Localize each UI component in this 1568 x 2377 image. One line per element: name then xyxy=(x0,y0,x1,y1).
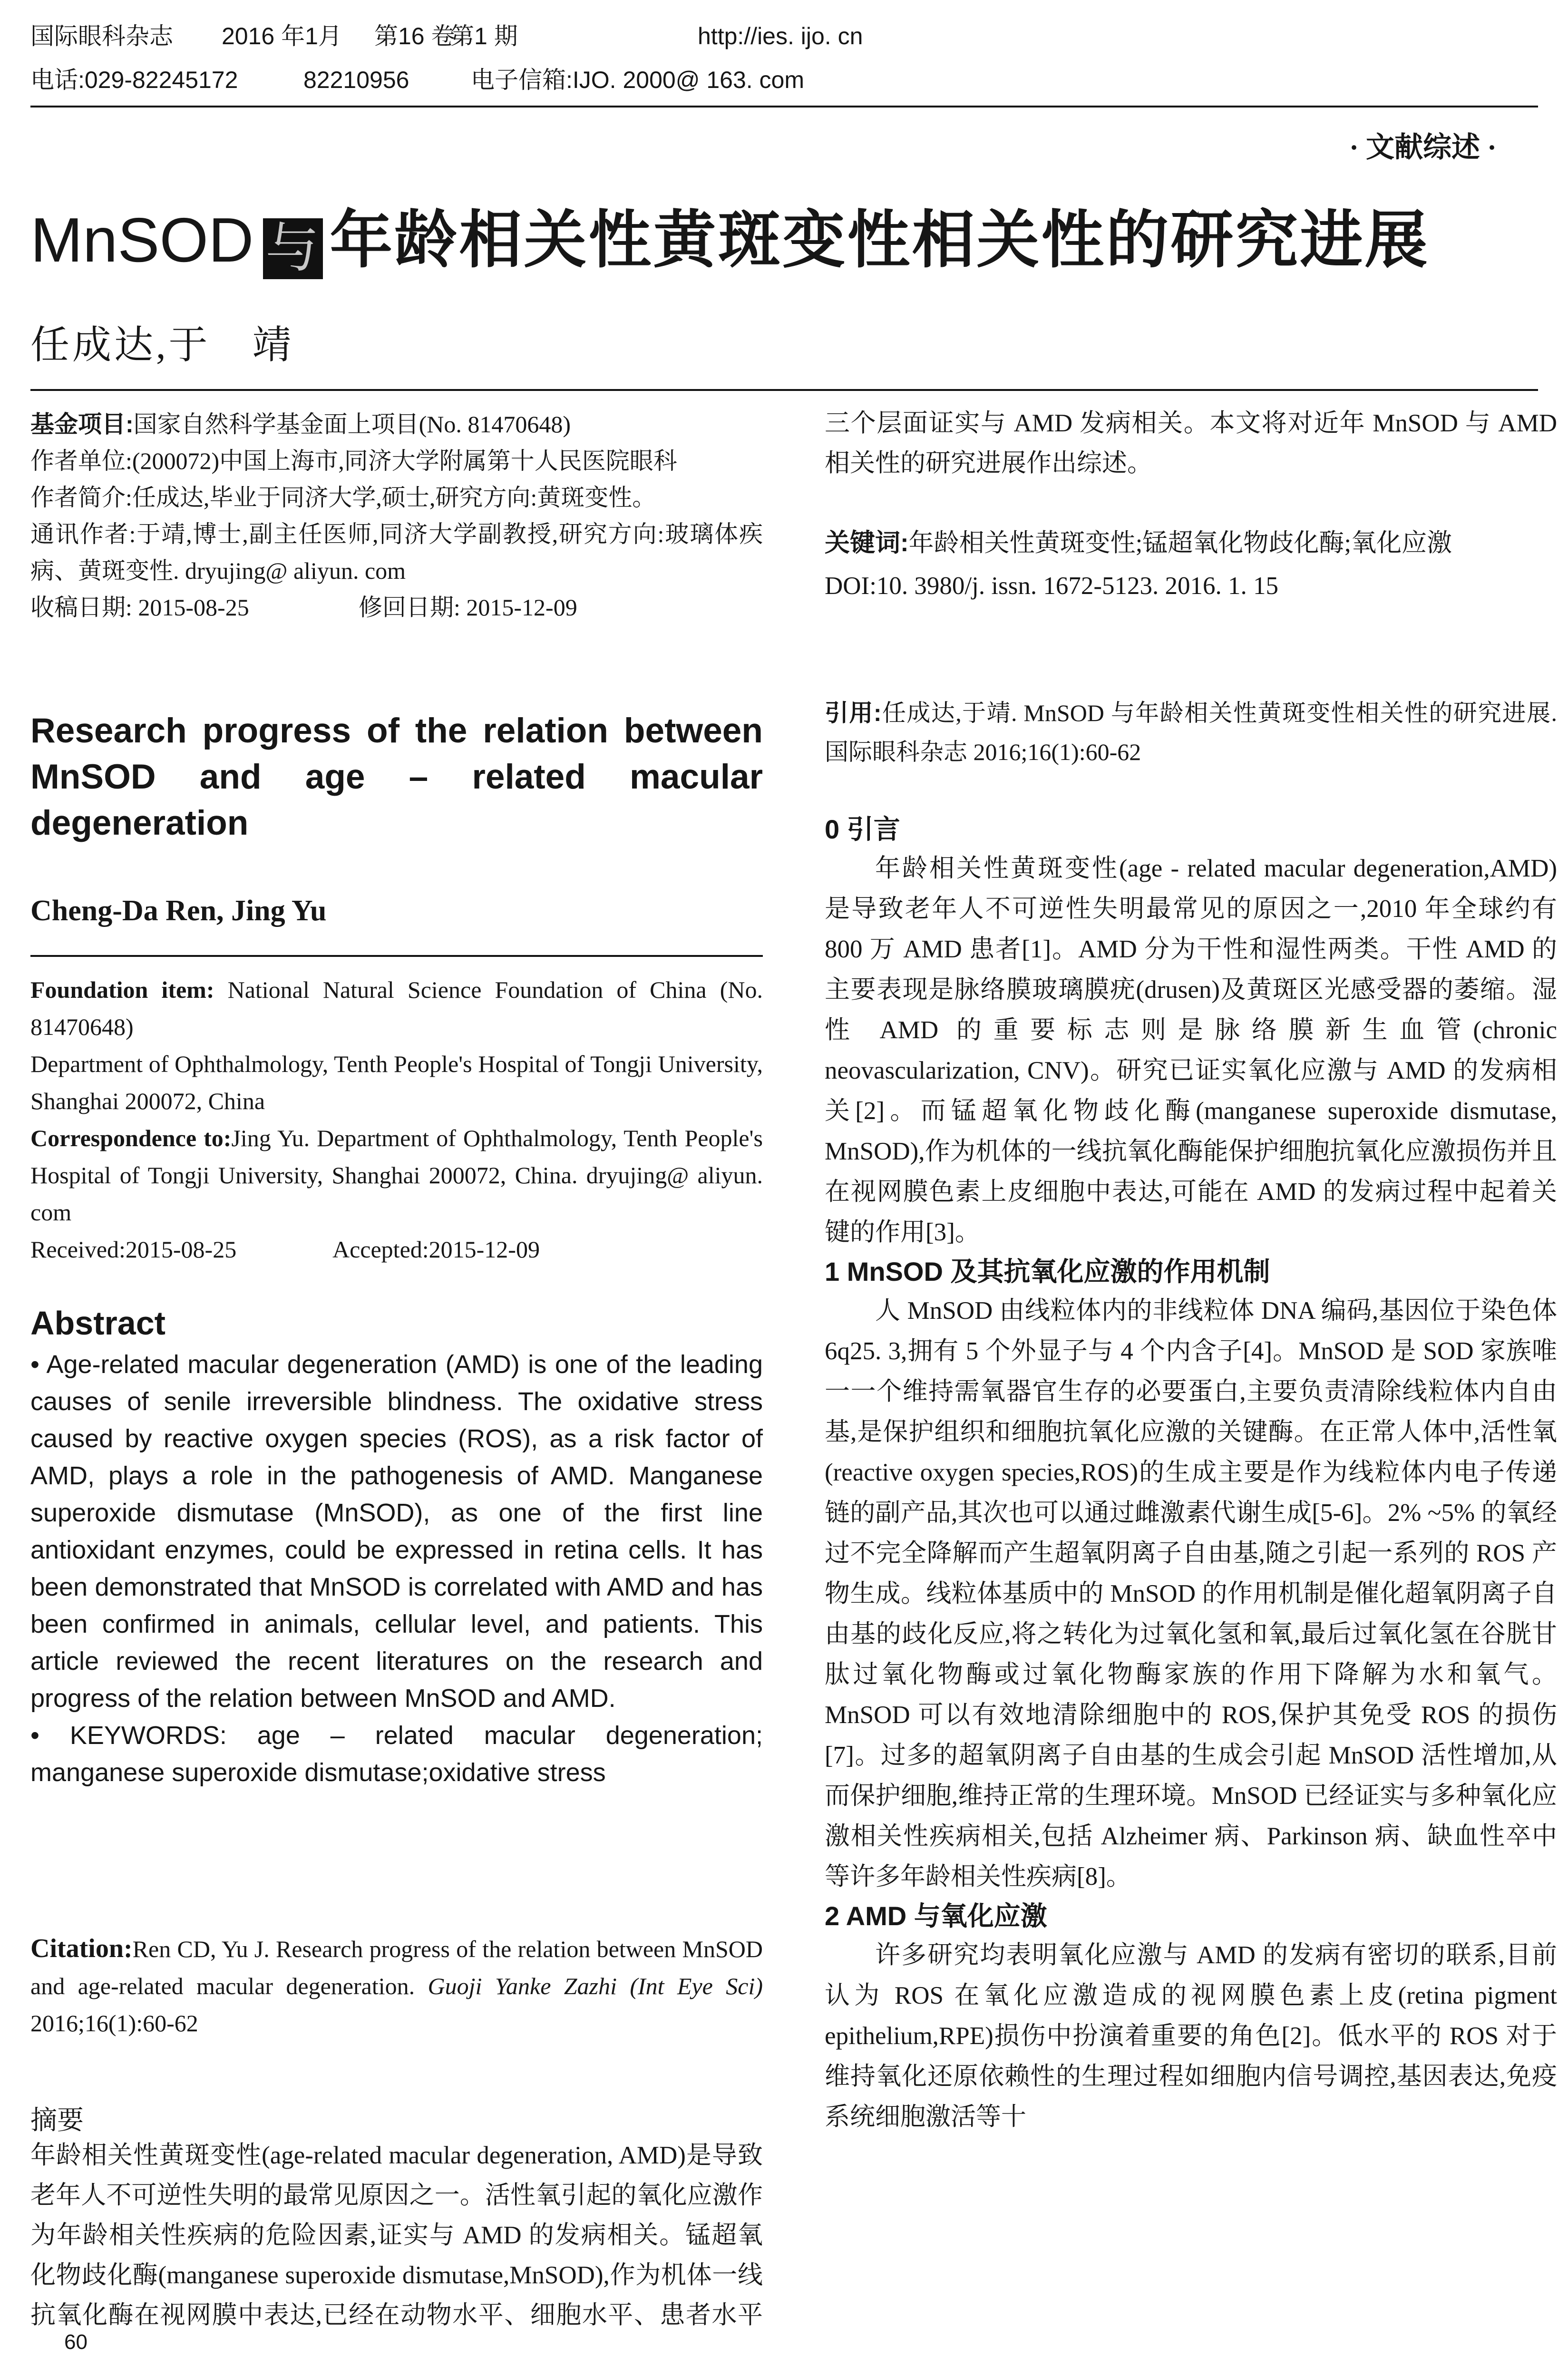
citation-text: Ren CD, Yu J. Research progress of the relation between MnSOD and age-related macular degeneration. xyxy=(30,1936,763,1999)
abstract-text: • Age-related macular degeneration (AMD) is one of the leading causes of senile irreversible blindness. The oxidative stress caused by reactive oxygen species (ROS), as a risk factor of AMD, plays a role in the pathogenesis of AMD. Manganese superoxide dismutase (MnSOD), as one of the first line antioxidant enzymes, could be expressed in retina cells. It has been demonstrated that MnSOD is correlated with AMD and has been confirmed in animals, cellular level, and patients. This article reviewed the recent literatures on the research and progress of the relation between MnSOD and AMD. xyxy=(30,1350,763,1713)
citation-cn-label: 引用: xyxy=(825,700,882,726)
doi: DOI:10. 3980/j. issn. 1672-5123. 2016. 1. 15 xyxy=(825,572,1278,600)
abstract-heading: Abstract xyxy=(30,1305,166,1342)
english-meta xyxy=(30,971,763,1268)
foundation-label: Foundation item: xyxy=(30,976,214,1003)
section-tag: · 文献综述 · xyxy=(1349,132,1497,163)
english-authors: Cheng-Da Ren, Jing Yu xyxy=(30,895,327,927)
correspondence-label: Correspondence to: xyxy=(30,1125,232,1151)
title-part2: 与 xyxy=(263,218,323,279)
page-number: 60 xyxy=(64,2330,88,2354)
title-part1: MnSOD xyxy=(30,205,254,275)
keywords-cn: 年龄相关性黄斑变性;锰超氧化物歧化酶;氧化应激 xyxy=(908,529,1452,557)
received-en: Received:2015-08-25 xyxy=(30,1236,237,1263)
citation-journal: Guoji Yanke Zazhi (Int Eye Sci) xyxy=(428,1973,763,1999)
accepted-en: Accepted:2015-12-09 xyxy=(332,1236,540,1263)
article-body xyxy=(825,810,1557,2137)
citation-issue: 2016;16(1):60-62 xyxy=(30,2010,198,2036)
section-1-heading: 1 MnSOD 及其抗氧化应激的作用机制 xyxy=(825,1257,1270,1286)
title-part3: 年龄相关性黄斑变性相关性的研究进展 xyxy=(330,204,1430,277)
received-cn: 收稿日期: 2015-08-25 xyxy=(30,594,249,621)
foundation: National Natural Science Foundation of China (No. 81470648) xyxy=(30,976,763,1040)
funding-label: 基金项目: xyxy=(30,411,134,438)
english-title: Research progress of the relation between MnSOD and age – related macular degeneration xyxy=(30,711,763,842)
section-0-text: 年龄相关性黄斑变性(age - related macular degeneration,AMD)是导致老年人不可逆性失明最常见的原因之一,2010 年全球约有 800 万 AMD 患者[1]。AMD 分为干性和湿性两类。干性 AMD 的主要表现是脉络膜玻璃膜疣(drusen)及黄斑区光感受器的萎缩。湿性 AMD 的重要标志则是脉络膜新生血管(chronic neovascularization, CNV)。研究已证实氧化应激与 AMD 的发病相关[2]。而锰超氧化物歧化酶(manganese superoxide dismutase, MnSOD),作为机体的一线抗氧化酶能保护细胞抗氧化应激损伤并且在视网膜色素上皮细胞中表达,可能在 AMD 的发病过程中起着关键的作用[3]。 xyxy=(825,855,1557,1246)
section-1-text: 人 MnSOD 由线粒体内的非线粒体 DNA 编码,基因位于染色体 6q25. 3,拥有 5 个外显子与 4 个内含子[4]。MnSOD 是 SOD 家族唯一一个维持需氧器官生存的必要蛋白,主要负责清除线粒体内自由基,是保护组织和细胞抗氧化应激的关键酶。在正常人体中,活性氧(reactive oxygen species,ROS)的生成主要是作为线粒体内电子传递链的副产品,其次也可以通过雌激素代谢生成[5-6]。2% ~5% 的氧经过不完全降解而产生超氧阴离子自由基,随之引起一系列的 ROS 产物生成。线粒体基质中的 MnSOD 的作用机制是催化超氧阴离子自由基的歧化反应,将之转化为过氧化氢和氧,最后过氧化氢在谷胱甘肽过氧化物酶或过氧化物酶家族的作用下降解为水和氧气。MnSOD 可以有效地清除细胞中的 ROS,保护其免受 ROS 的损伤[7]。过多的超氧阴离子自由基的生成会引起 MnSOD 活性增加,从而保护细胞,维持正常的生理环境。MnSOD 已经证实与多种氧化应激相关性疾病相关,包括 Alzheimer 病、Parkinson 病、缺血性卒中等许多年龄相关性疾病[8]。 xyxy=(825,1297,1557,1890)
english-rule xyxy=(30,955,763,957)
running-header-line1 xyxy=(30,21,863,51)
running-header-line2 xyxy=(30,65,804,95)
correspondence-en: Jing Yu. Department of Ophthalmology, Tenth People's Hospital of Tongji University, Shanghai 200072, China. dryujing@ aliyun. com xyxy=(30,1125,763,1226)
keywords-cn-label: 关键词: xyxy=(825,529,909,557)
section-0-heading: 0 引言 xyxy=(825,814,900,844)
bio: 作者简介:任成达,毕业于同济大学,硕士,研究方向:黄斑变性。 xyxy=(30,484,656,511)
chinese-citation xyxy=(825,693,1557,771)
issue: 第1 期 xyxy=(450,23,518,49)
correspondence-cn: 通讯作者:于靖,博士,副主任医师,同济大学副教授,研究方向:玻璃体疾病、黄斑变性. dryujing@ aliyun. com xyxy=(30,521,763,584)
chinese-abstract-continued xyxy=(825,403,1557,523)
section-2-heading: 2 AMD 与氧化应激 xyxy=(825,1901,1047,1931)
journal-name: 国际眼科杂志 xyxy=(30,23,173,49)
authors-cn: 任成达,于 靖 xyxy=(30,323,294,367)
email: 电子信箱:IJO. 2000@ 163. com xyxy=(471,67,805,93)
english-abstract xyxy=(30,1346,763,1791)
journal-url[interactable]: http://ies. ijo. cn xyxy=(698,23,863,49)
chinese-abstract-text: 三个层面证实与 AMD 发病相关。本文将对近年 MnSOD 与 AMD 相关性的研究进展作出综述。 xyxy=(825,409,1557,477)
revised-cn: 修回日期: 2015-12-09 xyxy=(359,594,577,621)
phone: 电话:029-82245172 xyxy=(30,67,238,93)
funding: 国家自然科学基金面上项目(No. 81470648) xyxy=(133,411,571,438)
english-citation xyxy=(30,1930,763,2042)
unit: 作者单位:(200072)中国上海市,同济大学附属第十人民医院眼科 xyxy=(30,448,677,474)
english-keywords: • KEYWORDS: age – related macular degeneration; manganese superoxide dismutase;oxidative stress xyxy=(30,1721,763,1787)
chinese-abstract-text-part: 年龄相关性黄斑变性(age-related macular degeneration, AMD)是导致老年人不可逆性失明的最常见原因之一。活性氧引起的氧化应激作为年龄相关性疾病的危险因素,证实与 AMD 的发病相关。锰超氧化物歧化酶(manganese superoxide dismutase,MnSOD),作为机体一线抗氧化酶在视网膜中表达,已经在动物水平、细胞水平、患者水平 xyxy=(30,2142,763,2329)
title-rule xyxy=(30,389,1538,391)
citation-label: Citation: xyxy=(30,1934,133,1963)
article-title xyxy=(30,205,1429,279)
meta-cn xyxy=(30,406,763,626)
citation-cn: 任成达,于靖. MnSOD 与年龄相关性黄斑变性相关性的研究进展. 国际眼科杂志 2016;16(1):60-62 xyxy=(825,700,1558,765)
department: Department of Ophthalmology, Tenth People's Hospital of Tongji University, Shanghai 200072, China xyxy=(30,1051,763,1114)
chinese-abstract-right xyxy=(825,403,1557,606)
header-rule xyxy=(30,106,1538,107)
issue-date: 2016 年1月 xyxy=(222,23,342,49)
volume: 第16 卷 xyxy=(374,23,455,49)
chinese-abstract-heading: 摘要 xyxy=(30,2105,84,2135)
section-2-text: 许多研究均表明氧化应激与 AMD 的发病有密切的联系,目前认为 ROS 在氧化应激造成的视网膜色素上皮(retina pigment epithelium,RPE)损伤中扮演着重要的角色[2]。低水平的 ROS 对于维持氧化还原依赖性的生理过程如细胞内信号调控,基因表达,免疫系统细胞激活等十 xyxy=(825,1941,1557,2131)
phone2: 82210956 xyxy=(303,67,409,93)
chinese-abstract-left xyxy=(30,2135,763,2335)
